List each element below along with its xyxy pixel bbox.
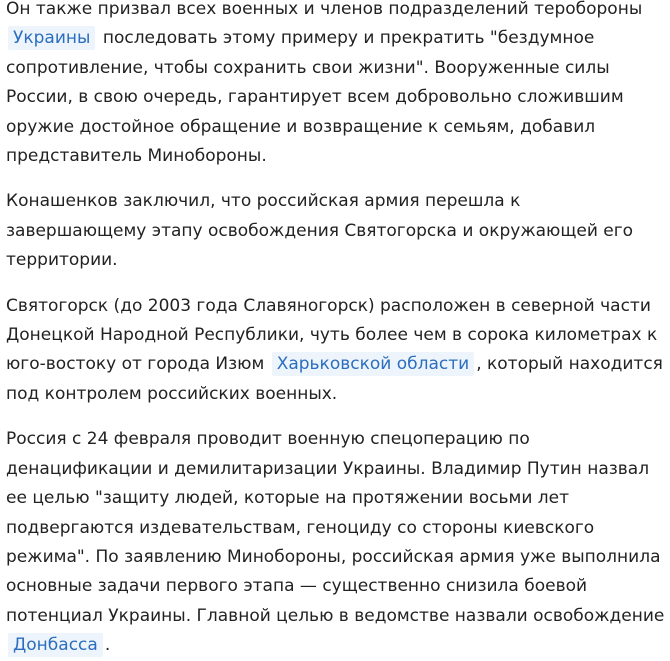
paragraph-1-text-after: последовать этому примеру и прекратить "бездумное сопротивление, чтобы сохранить свои жизни". Вооруженные силы России, в свою очередь, гарантирует всем добровольно сложившим оружие достойное обращение и возвращение к семьям, добавил представитель Минобороны.: [6, 28, 624, 167]
paragraph-4-text-after: .: [104, 635, 111, 656]
paragraph-4-text-before: Россия с 24 февраля проводит военную спецоперацию по денацификации и демилитаризации Украины. Владимир Путин назвал ее целью "защиту людей, которые на протяжении восьми лет подвергаются издевательствам, геноциду со стороны киевского режима". По заявлению Минобороны, российская армия уже выполнила основные задачи первого этапа — существенно снизила боевой потенциал Украины. Главной целью в ведомстве назвали освобождение: [6, 429, 665, 626]
paragraph-3-text-before: Святогорск (до 2003 года Славяногорск) расположен в северной части Донецкой Народной Республики, чуть более чем в сорока километрах к юго-востоку от города Изюм: [6, 295, 658, 375]
paragraph-1-text-before: Он также призвал всех военных и членов подразделений теробороны: [6, 0, 643, 19]
tag-link-kharkov-region[interactable]: Харьковской области: [272, 352, 475, 376]
paragraph-2: [6, 187, 666, 275]
tag-link-ukraine[interactable]: Украины: [8, 26, 95, 50]
paragraph-3-text-after: , который находится под контролем российских военных.: [6, 354, 663, 404]
paragraph-1: [6, 0, 666, 171]
paragraph-4: [6, 425, 666, 660]
paragraph-2-text: Конашенков заключил, что российская армия перешла к завершающему этапу освобождения Святогорска и окружающей его территории.: [6, 191, 634, 271]
paragraph-3: [6, 292, 666, 410]
tag-link-donbass[interactable]: Донбасса: [8, 633, 103, 657]
